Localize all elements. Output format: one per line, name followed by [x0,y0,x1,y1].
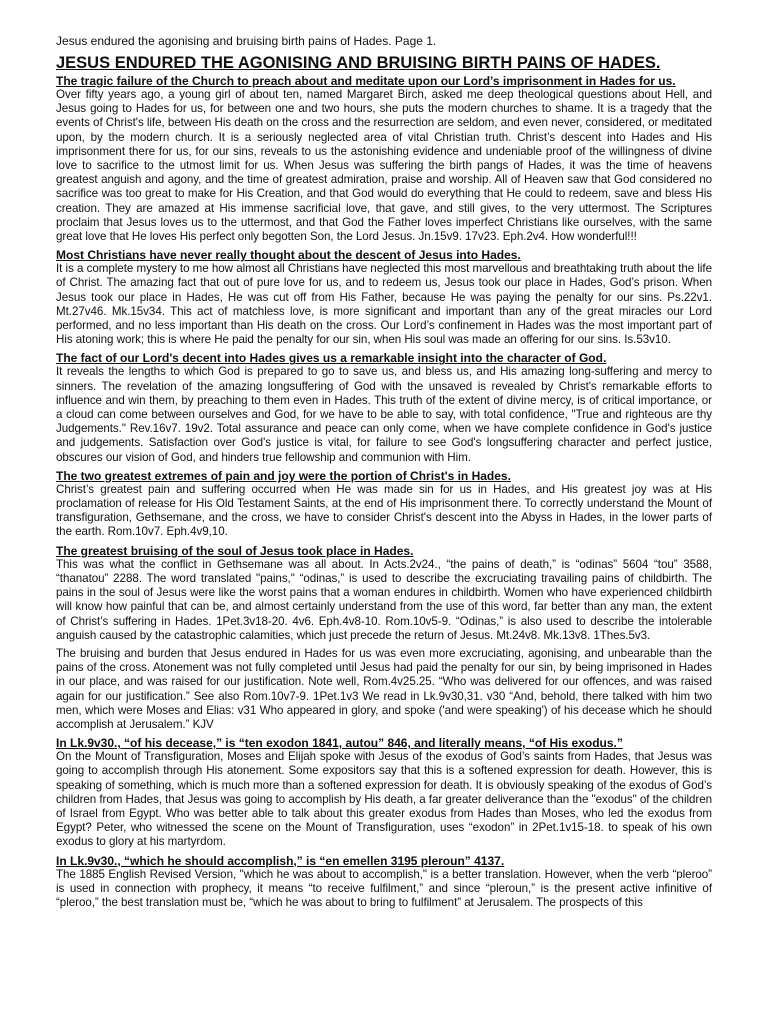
section-heading: In Lk.9v30., “which he should accomplish,” is “en emellen 3195 pleroun” 4137. [56,853,505,868]
running-header: Jesus endured the agonising and bruising birth pains of Hades. Page 1. [56,34,437,48]
body-paragraph: The bruising and burden that Jesus endured in Hades for us was even more excruciating, agonising, and unbearable than the pains of the cross. Atonement was not fully completed until Jesus had paid the penalty for our sin, by being imprisoned in Hades in our place, and was raised for our justification. Note well, Rom.4v25.25. “Who was delivered for our offences, and was raised again for our justification.” See also Rom.10v7-9. 1Pet.1v3 We read in Lk.9v30,31. v30 “And, behold, there talked with him two men, which were Moses and Elias: v31 Who appeared in glory, and spoke ('and were speaking') of his decease which he should accomplish at Jerusalem.” KJV [56,646,712,731]
body-paragraph: It reveals the lengths to which God is prepared to go to save us, and bless us, and His amazing long-suffering and mercy to sinners. The revelation of the amazing longsuffering of God with the unsaved is revealed by Christ's remarkable efforts to influence and win them, by preaching to them even in Hades. This truth of the extent of divine mercy, is of critical importance, or a cloud can come between ourselves and God, for we have to be able to say, with total confidence, "True and righteous are thy Judgements." Rev.16v7. 19v2. Total assurance and peace can only come, when we have complete confidence in God's justice and judgements. Satisfaction over God's justice is vital, for failure to see God's longsuffering character and perfect justice, obscures our vision of God, and hinders true fellowship and communion with Him. [56,365,712,464]
body-paragraph: Christ’s greatest pain and suffering occurred when He was made sin for us in Hades, and His greatest joy was at His proclamation of release for His Old Testament Saints, at the end of His imprisonment there. To correctly understand the Mount of transfiguration, Gethsemane, and the cross, we have to consider Christ's descent into the Abyss in Hades, in the lower parts of the earth. Rom.10v7. Eph.4v9,10. [56,482,712,539]
section-heading: The tragic failure of the Church to preach about and meditate upon our Lord’s imprisonment in Hades for us. [56,74,676,88]
body-paragraph: It is a complete mystery to me how almost all Christians have neglected this most marvellous and breathtaking truth about the life of Christ. The amazing fact that out of pure love for us, and to redeem us, Jesus took our place in Hades, God’s prison. When Jesus took our place in Hades, He was cut off from His Father, because He was paying the penalty for our sins. Ps.22v1. Mt.27v46. Mk.15v34. This act of matchless love, is more significant and important than any of the great miracles our Lord performed, and no less important than His death on the cross. Our Lord’s confinement in Hades was the most important part of His atoning work; this is where He paid the penalty for our sin, when His soul was made an offering for our sins. Is.53v10. [56,262,712,347]
body-paragraph: This was what the conflict in Gethsemane was all about. In Acts.2v24., “the pains of death,” is “odinas” 5604 “tou” 3588, “thanatou” 2288. The word translated "pains," “odinas,” is used to describe the excruciating travailing pains of childbirth. The pains in the soul of Jesus were like the worst pains that a woman endures in childbirth. Women who have experienced childbirth will know how painful that can be, and almost certainly understand from the use of this word, far better than any man, the extent of Christ’s suffering in Hades. 1Pet.3v18-20. 4v6. Eph.4v8-10. Rom.10v5-9. “Odinas,” is also used to describe the intolerable anguish caused by the catastrophic calamities, which just precede the return of Jesus. Mt.24v8. Mk.13v8. 1Thes.5v3. [56,557,712,642]
body-paragraph: The 1885 English Revised Version, "which he was about to accomplish," is a better translation. However, when the verb “pleroo” is used in connection with prophecy, it means “to receive fulfilment,” and since “pleroun,” is the present active infinitive of “pleroo,” the best translation must be, “which he was about to bring to fulfilment” at Jerusalem. The prospects of this [56,867,712,909]
body-paragraph: On the Mount of Transfiguration, Moses and Elijah spoke with Jesus of the exodus of God’s saints from Hades, that Jesus was going to accomplish through His atonement. Some expositors say that this is a softened expression for death. However, this is speaking of something, which is much more than a softened expression for death. It is obviously speaking of the exodus of God’s children from Hades, that Jesus was going to accomplish by His death, a far greater deliverance than the "exodus" of the children of Israel from Egypt. Who was better able to talk about this greater exodus from Hades than Moses, who led the exodus from Egypt? Peter, who witnessed the scene on the Mount of Transfiguration, uses “exodon” in 2Pet.1v15-18. to speak of his own exodus to glory at his martyrdom. [56,750,712,849]
section-heading: The fact of our Lord's decent into Hades gives us a remarkable insight into the character of God. [56,351,607,366]
document-title: JESUS ENDURED THE AGONISING AND BRUISING BIRTH PAINS OF HADES. [56,54,661,72]
section-heading: The greatest bruising of the soul of Jesus took place in Hades. [56,543,414,558]
body-paragraph: Over fifty years ago, a young girl of about ten, named Margaret Birch, asked me deep theological questions about Hell, and Jesus going to Hades for us, for between one and two hours, she puts the modern churches to shame. It is a tragedy that the events of Christ's life, between His death on the cross and the resurrection are seldom, and even never, considered, or meditated upon, by the modern church. It is a seriously neglected area of vital Christian truth. Christ’s descent into Hades and His imprisonment there for us, for our sins, reveals to us the astonishing evidence and undeniable proof of the willingness of divine love to sacrifice to the utmost limit for us. When Jesus was suffering the birth pangs of Hades, it was the time of heavens greatest anguish and agony, and the time of greatest admiration, praise and worship. All of Heaven saw that God considered no sacrifice was too great to make for His Creation, and that God would do everything that He could to redeem, save and bless His creation. They are amazed at His immense sacrificial love, that gave, and still gives, to the very uttermost. The Scriptures proclaim that Jesus loves us to the uttermost, and that God the Father loves imperfect Christians like ourselves, with the same great love that He loves His perfect only begotten Son, the Lord Jesus. Jn.15v9. 17v23. Eph.2v4. How wonderful!!! [56,88,712,244]
section-heading: In Lk.9v30., “of his decease,” is “ten exodon 1841, autou” 846, and literally means, “of His exodus.” [56,736,623,751]
section-heading: The two greatest extremes of pain and joy were the portion of Christ's in Hades. [56,468,511,483]
section-heading: Most Christians have never really thought about the descent of Jesus into Hades. [56,248,521,263]
